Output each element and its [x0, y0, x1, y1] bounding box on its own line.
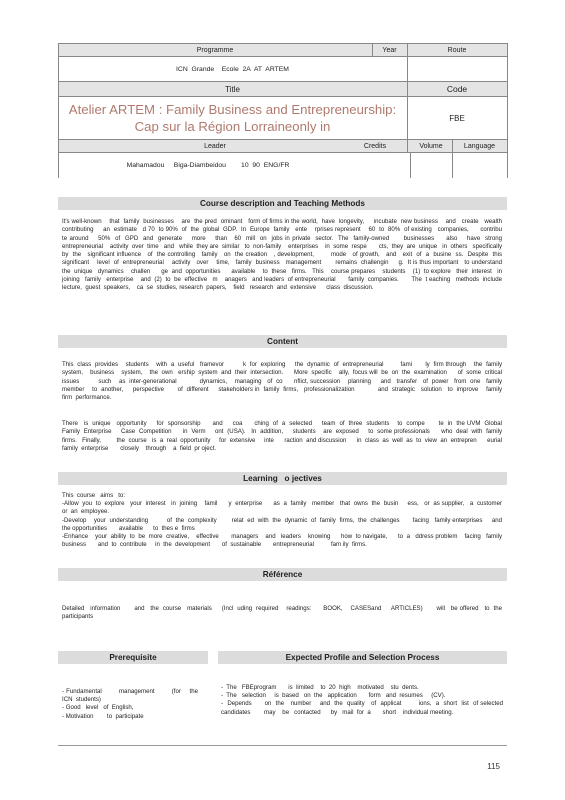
course-description-heading: Course description and Teaching Methods — [200, 199, 365, 208]
objectives-list — [62, 492, 513, 549]
objectives-intro: This course aims to: — [62, 492, 125, 499]
expected-profile-list — [221, 684, 510, 717]
code-value-cell — [407, 97, 507, 139]
profile-item: - The FBEprogram is limited to 20 high motivated stu dents. — [221, 684, 419, 691]
language-label-cell — [452, 140, 507, 152]
year-label: Year — [382, 46, 397, 54]
prerequisite-item: - Good level of English, — [62, 704, 134, 712]
table-line — [372, 43, 373, 56]
code-label: Code — [446, 84, 468, 94]
table-line — [410, 152, 411, 178]
table-line — [58, 56, 507, 57]
objectives-heading: Learning o jectives — [243, 474, 322, 483]
prerequisite-item: - Fundamental management (for the ICN students) — [62, 688, 200, 704]
leader-value-cell — [58, 153, 358, 177]
profile-item: - Depends on the number and the quality of applicat ions, a short list of selected candidates may be contacted by mail for a short individual meeting. — [221, 700, 510, 716]
course-title: Atelier ARTEM : Family Business and Entrepreneurship: Cap sur la Région Lorraineonly in — [68, 102, 397, 134]
leader-value: Mahamadou Biga-Diambeidou 10 90 ENG/FR — [126, 161, 290, 169]
content-heading-bar — [58, 335, 507, 348]
leader-label-cell — [58, 140, 372, 152]
footer-rule — [58, 745, 507, 746]
prerequisite-heading: Prerequisite — [109, 653, 157, 662]
programme-value-cell — [58, 57, 407, 81]
programme-label: Programme — [196, 46, 234, 54]
code-value: FBE — [449, 113, 465, 123]
course-description-text: It's well-known that family businesses are the pred ominant form of firms in the world, have longevity, incubate new business and create wealth contributing an estimate d 70 to 90% of the global GDP. In Europe family ente rprises represent 60 to 80% of existing companies, contribu te around 50% of GPD and generate more than 60 mill on jobs in private sector. The family-owned businesses also have strong entrepreneurial activity over time and while they are similar to non-family enterprises in some respe cts, they are unique in others specifically by the significant influence of the controlling family on the creation , development, mode of growth, and exit of a busine ss. Despite this significant level of entrepreneurial activity over time, family business management remains challengin g. It is thus important to understand the unique dynamics challen ge and opportunities available to these firms. This course prepares students (1) to explore their interest in joining family enterprise and (2) to be effective m anagers and leaders of entrepreneurial family companies. The t eaching methods include lecture, guest speakers, ca se studies, research papers, field research and extensive class discussion. — [62, 218, 511, 292]
route-label: Route — [447, 46, 467, 54]
title-label: Title — [225, 84, 240, 94]
language-label: Language — [463, 142, 496, 150]
title-label-cell — [58, 82, 407, 96]
title-value-cell — [58, 97, 407, 139]
reference-heading: Référence — [262, 570, 303, 579]
content-text-2: There is unique opportunity for sponsorship and coa ching of a selected team of three students to compe te in the UVM Global Family Enterprise Case Competition in Verm ont (USA). In addition, students are exposed to some professionals who deal with family firms. Finally, the course is a real opportunity for extensive inte raction and discussion in class as well as to view an entrepren eurial family enterprise closely through a field pr oject. — [62, 420, 506, 452]
year-label-cell — [372, 44, 407, 56]
expected-profile-heading-bar — [218, 651, 507, 664]
code-label-cell — [407, 82, 507, 96]
table-line — [58, 96, 507, 97]
objective-item: -Develop your understanding of the complexity relat ed with the dynamic of family firms, the challenges facing family enterprises and the opportunities available to thes e firms — [62, 516, 508, 532]
reference-heading-bar — [58, 568, 507, 581]
programme-value: ICN Grande Ecole 2A AT ARTEM — [176, 65, 289, 73]
table-line — [58, 152, 507, 153]
objective-item: -Enhance your ability to be more creative, effective managers and leaders knowing how to navigate, to a ddress problem facing family business and to contribute in the development of sustainable entrepreneurial fam ily firms. — [62, 533, 508, 549]
volume-label: Volume — [419, 142, 443, 150]
table-line — [407, 43, 408, 152]
programme-label-cell — [58, 44, 372, 56]
volume-label-cell — [410, 140, 452, 152]
course-description-heading-bar — [58, 197, 507, 210]
credits-label: Credits — [363, 142, 387, 150]
objectives-heading-bar — [58, 472, 507, 485]
page-number: 115 — [487, 762, 500, 771]
prerequisite-heading-bar — [58, 651, 208, 664]
prerequisite-item: - Motivation to participate — [62, 712, 144, 720]
table-line — [58, 43, 59, 178]
objective-item: -Allow you to explore your interest in joining famil y enterprise as a family member that owns the busin ess, or as supplier, a customer or an employee. — [62, 500, 513, 516]
profile-item: - The selection is based on the application form and resumes (CV). — [221, 692, 446, 700]
leader-label: Leader — [204, 142, 226, 150]
table-line — [507, 43, 508, 178]
reference-text: Detailed information and the course materials (Incl uding required readings: BOOK, CASESand ARTICLES) will be offered to the participants — [62, 605, 506, 621]
table-line — [452, 139, 453, 178]
route-label-cell — [407, 44, 507, 56]
prerequisite-list — [62, 688, 198, 721]
expected-profile-heading: Expected Profile and Selection Process — [285, 653, 440, 662]
credits-label-cell — [340, 140, 410, 152]
table-line — [58, 81, 507, 82]
table-line — [58, 139, 507, 140]
content-heading: Content — [267, 337, 298, 346]
content-text-1: This class provides students with a useful framevor k for exploring the dynamic of entrepreneurial fami ly firm through the family system, business system, the own ership system and their intersection. More specific ally, focus will be on the examination of some critical issues such as inter-generational dynamics, managing of co nflict, succession planning and transfer of power from one family member to another, perspective of different stakeholders in family firms, professionalization and strategic solution to improve family firm performance. — [62, 361, 508, 402]
table-line — [58, 43, 507, 44]
